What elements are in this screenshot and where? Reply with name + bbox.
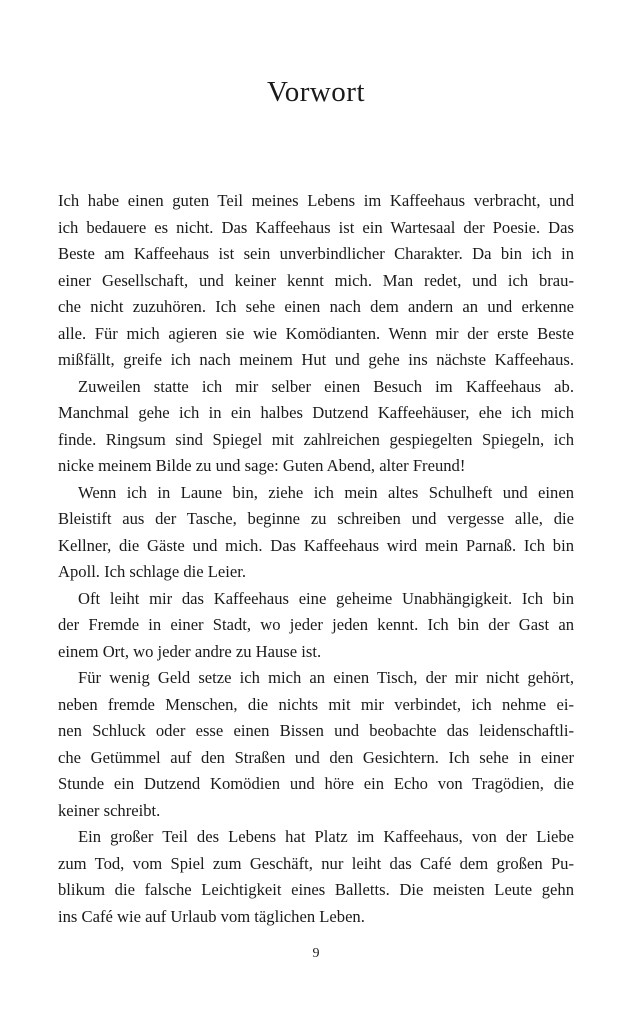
text-line: Manchmal gehe ich in ein halbes Dutzend Kaffeehäuser, ehe ich mich: [58, 403, 574, 422]
text-line: che Getümmel auf den Straßen und den Gesichtern. Ich sehe in einer: [58, 747, 574, 767]
text-line: nicke meinem Bilde zu und sage: Guten Abend, alter Freund!: [58, 456, 466, 475]
paragraph: [58, 480, 574, 586]
text-line: Beste am Kaffeehaus ist sein unverbindlicher Charakter. Da bin ich in: [58, 244, 574, 263]
text-line: neben fremde Menschen, die nichts mit mir verbindet, ich nehme ei-: [58, 694, 574, 714]
paragraph: [58, 188, 574, 374]
text-line: Für wenig Geld setze ich mich an einen Tisch, der mir nicht gehört,: [78, 668, 574, 687]
text-line: blikum die falsche Leichtigkeit eines Balletts. Die meisten Leute gehn: [58, 880, 574, 899]
body-text: [58, 188, 574, 930]
text-line: alle. Für mich agieren sie wie Komödianten. Wenn mir der erste Beste: [58, 323, 574, 343]
text-line: Ich habe einen guten Teil meines Lebens im Kaffeehaus verbracht, und: [58, 191, 574, 210]
text-line: einer Gesellschaft, und keiner kennt mich. Man redet, und ich brau-: [58, 270, 574, 290]
text-line: Ein großer Teil des Lebens hat Platz im Kaffeehaus, von der Liebe: [78, 827, 574, 846]
text-line: keiner schreibt.: [58, 800, 161, 820]
text-line: nen Schluck oder esse einen Bissen und beobachte das leidenschaftli-: [58, 721, 574, 740]
paragraph: [58, 824, 574, 930]
text-line: finde. Ringsum sind Spiegel mit zahlreichen gespiegelten Spiegeln, ich: [58, 429, 574, 449]
text-line: Kellner, die Gäste und mich. Das Kaffeehaus wird mein Parnaß. Ich bin: [58, 535, 574, 555]
text-line: che nicht zuzuhören. Ich sehe einen nach dem andern an und erkenne: [58, 297, 574, 316]
text-line: mißfällt, greife ich nach meinem Hut und gehe ins nächste Kaffeehaus.: [58, 350, 574, 369]
page-number: 9: [312, 946, 320, 961]
text-line: Oft leiht mir das Kaffeehaus eine geheime Unabhängigkeit. Ich bin: [78, 588, 574, 608]
text-line: Bleistift aus der Tasche, beginne zu schreiben und vergesse alle, die: [58, 509, 574, 528]
text-line: Apoll. Ich schlage die Leier.: [58, 562, 246, 581]
paragraph: [58, 665, 574, 824]
paragraph: [58, 586, 574, 666]
text-line: ins Café wie auf Urlaub vom täglichen Leben.: [58, 906, 365, 926]
text-line: Stunde ein Dutzend Komödien und höre ein Echo von Tragödien, die: [58, 774, 574, 793]
text-line: Wenn ich in Laune bin, ziehe ich mein altes Schulheft und einen: [78, 482, 574, 502]
text-line: ich bedauere es nicht. Das Kaffeehaus ist ein Wartesaal der Poesie. Das: [58, 217, 574, 237]
text-line: zum Tod, vom Spiel zum Geschäft, nur leiht das Café dem großen Pu-: [58, 853, 574, 873]
text-line: Zuweilen statte ich mir selber einen Besuch im Kaffeehaus ab.: [78, 376, 574, 396]
paragraph: [58, 374, 574, 480]
text-line: einem Ort, wo jeder andre zu Hause ist.: [58, 641, 322, 661]
text-line: der Fremde in einer Stadt, wo jeder jeden kennt. Ich bin der Gast an: [58, 615, 574, 634]
chapter-title: Vorwort: [266, 76, 366, 108]
